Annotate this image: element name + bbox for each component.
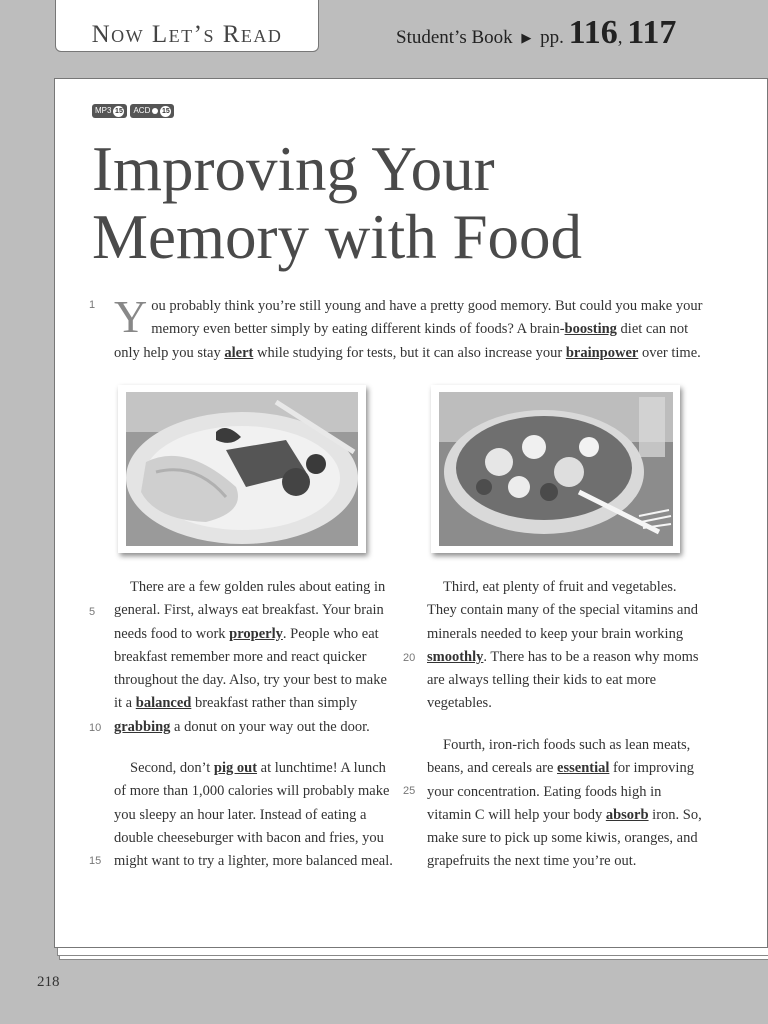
keyword-essential: essential bbox=[557, 760, 610, 777]
keyword-alert: alert bbox=[224, 344, 254, 361]
keyword-pig-out: pig out bbox=[213, 760, 258, 776]
book-ref-prefix: Student’s Book bbox=[396, 27, 513, 48]
line-number: 10 bbox=[89, 722, 102, 734]
paragraph-text: for improving your concentration. Eating foods high in vitamin C will help your body bbox=[427, 760, 694, 823]
line-number: 20 bbox=[403, 652, 416, 664]
line-number: 15 bbox=[89, 855, 102, 867]
intro-text: diet can not only help you stay bbox=[114, 321, 689, 361]
page-number: 218 bbox=[37, 974, 60, 990]
paragraph-text: Third, eat plenty of fruit and vegetables. They contain many of the special vitamins and minerals needed to keep your brain working bbox=[427, 579, 698, 642]
book-ref-pp: pp. bbox=[540, 27, 564, 48]
paragraph-text: iron. So, make sure to pick up some kiwis, oranges, and grapefruits the next time you’re out. bbox=[427, 806, 702, 870]
disc-icon bbox=[152, 108, 158, 114]
intro-text: while studying for tests, but it can also increase your bbox=[253, 344, 566, 361]
book-ref-page-b: 117 bbox=[627, 14, 677, 51]
paragraph-text: Second, don’t bbox=[130, 760, 214, 776]
mp3-track: 15 bbox=[115, 107, 123, 115]
mp3-badge bbox=[92, 104, 127, 118]
acd-badge bbox=[130, 104, 174, 118]
section-tab bbox=[55, 0, 319, 52]
paragraph-golden-rules bbox=[114, 576, 394, 739]
paragraph-text: a donut on your way out the door. bbox=[170, 718, 370, 735]
section-tab-label: Now Let’s Read bbox=[91, 21, 283, 48]
line-number: 5 bbox=[89, 606, 96, 618]
keyword-absorb: absorb bbox=[605, 806, 649, 823]
paragraph-text: There are a few golden rules about eating in general. First, always eat breakfast. Your brain needs food to work bbox=[114, 579, 386, 642]
keyword-balanced: balanced bbox=[135, 695, 192, 712]
reading-page bbox=[54, 78, 768, 948]
keyword-smoothly: smoothly bbox=[427, 648, 484, 665]
audio-badges bbox=[92, 104, 174, 118]
play-arrow-icon: ▶ bbox=[521, 30, 532, 45]
title-line-1: Improving Your bbox=[92, 134, 495, 204]
keyword-properly: properly bbox=[229, 625, 283, 642]
intro-paragraph bbox=[114, 291, 714, 365]
paragraph-fourth-rule bbox=[427, 734, 707, 874]
paragraph-text: breakfast rather than simply bbox=[191, 695, 358, 712]
acd-track: 15 bbox=[161, 107, 170, 115]
paragraph-text: at lunchtime! A lunch of more than 1,000 calories will probably make you sleepy an hour later. Instead of eating a double cheeseburger with bacon and fries, you might want to try a lighter, more balanced meal. bbox=[114, 760, 393, 870]
keyword-grabbing: grabbing bbox=[114, 718, 171, 735]
book-ref-sep: , bbox=[617, 27, 623, 48]
paragraph-text: . There has to be a reason why moms are always telling their kids to eat more vegetables. bbox=[427, 648, 699, 712]
article-title bbox=[92, 135, 582, 271]
salad-bowl-illustration bbox=[439, 392, 673, 546]
intro-text: ou probably think you’re still young and have a pretty good memory. But could you make your memory even better simply by eating different kinds of foods? A brain- bbox=[151, 298, 703, 338]
mp3-label: MP3 bbox=[95, 106, 112, 115]
breakfast-plate-illustration bbox=[126, 392, 358, 546]
line-number: 25 bbox=[403, 785, 416, 797]
acd-label: ACD bbox=[133, 106, 151, 115]
line-number: 1 bbox=[89, 299, 96, 311]
book-ref-page-a: 116 bbox=[568, 14, 618, 51]
intro-text: over time. bbox=[638, 344, 701, 361]
book-reference bbox=[396, 14, 676, 52]
paragraph-third-rule bbox=[427, 576, 707, 716]
salad-bowl-photo bbox=[431, 385, 680, 553]
keyword-boosting: boosting bbox=[564, 321, 617, 338]
title-line-2: Memory with Food bbox=[92, 202, 583, 272]
drop-cap: Y bbox=[114, 291, 148, 342]
paragraph-text: Fourth, iron-rich foods such as lean meats, beans, and cereals are bbox=[427, 737, 691, 777]
keyword-brainpower: brainpower bbox=[565, 344, 639, 361]
paragraph-text: . People who eat breakfast remember more and react quicker throughout the day. Also, try your best to make it a bbox=[114, 625, 387, 712]
paragraph-second-rule bbox=[114, 757, 394, 873]
breakfast-plate-photo bbox=[118, 385, 366, 553]
